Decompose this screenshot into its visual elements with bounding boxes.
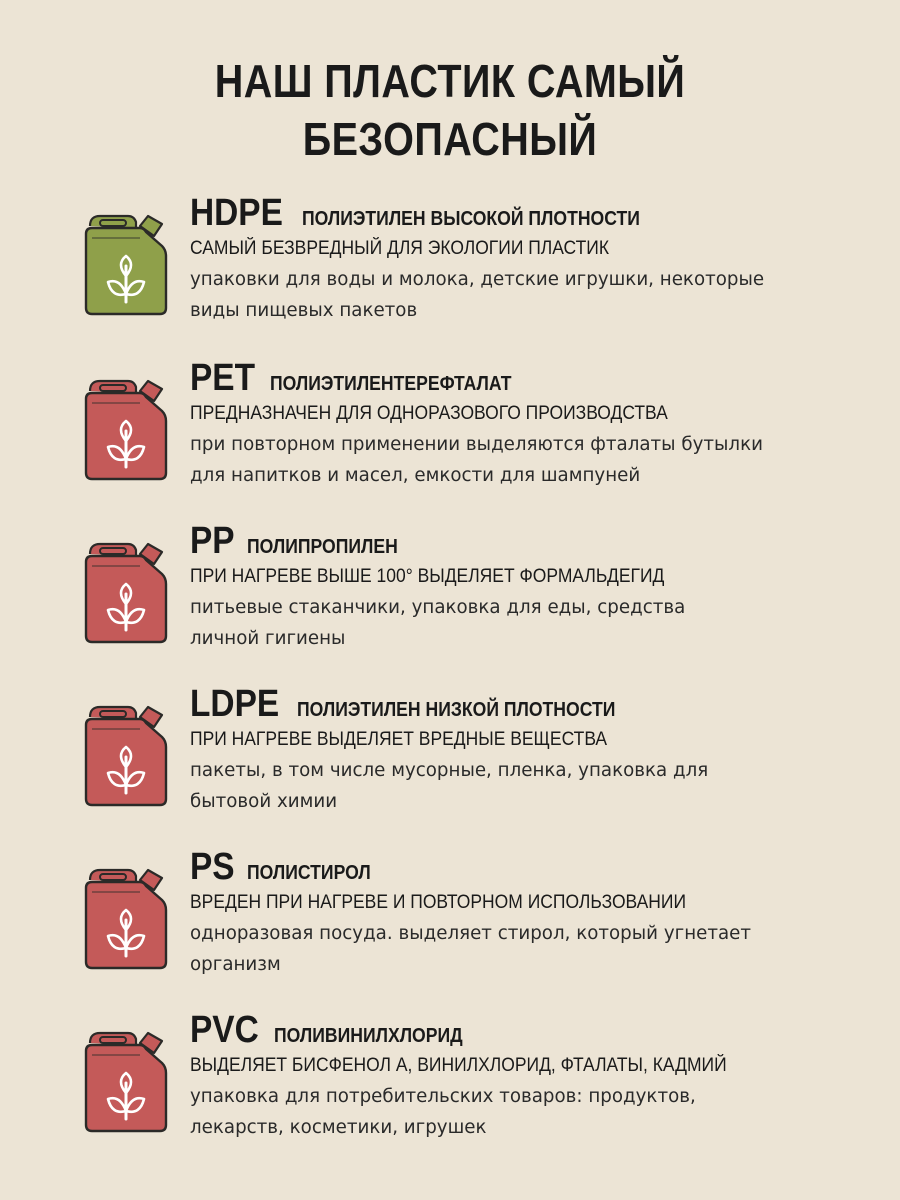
canister-leaf-icon	[82, 695, 168, 807]
plastic-name: ПОЛИЭТИЛЕН ВЫСОКОЙ ПЛОТНОСТИ	[301, 208, 640, 230]
plastic-description: одноразовая посуда. выделяет стирол, который угнетает организм	[190, 922, 751, 975]
plastic-description: упаковки для воды и молока, детские игрушки, некоторые виды пищевых пакетов	[190, 268, 765, 321]
plastic-item-ldpe	[0, 683, 900, 833]
plastic-name: ПОЛИСТИРОЛ	[246, 862, 371, 884]
plastic-name: ПОЛИЭТИЛЕН НИЗКОЙ ПЛОТНОСТИ	[297, 699, 616, 721]
plastic-name: ПОЛИВИНИЛХЛОРИД	[274, 1025, 463, 1047]
canister-leaf-icon	[82, 204, 168, 316]
plastic-code: PET	[190, 357, 256, 399]
page-title-line2: БЕЗОПАСНЫЙ	[302, 113, 598, 165]
page-title-line1: НАШ ПЛАСТИК САМЫЙ	[214, 55, 686, 107]
plastic-warning: ПРИ НАГРЕВЕ ВЫДЕЛЯЕТ ВРЕДНЫЕ ВЕЩЕСТВА	[190, 729, 608, 750]
plastic-item-hdpe	[0, 192, 900, 342]
plastic-name: ПОЛИЭТИЛЕНТЕРЕФТАЛАТ	[269, 373, 512, 395]
plastic-code: PVC	[190, 1009, 259, 1051]
plastic-item-pet	[0, 357, 900, 507]
plastic-item-pvc	[0, 1009, 900, 1159]
canister-leaf-icon	[82, 532, 168, 644]
plastic-name: ПОЛИПРОПИЛЕН	[246, 536, 398, 558]
canister-leaf-icon	[82, 858, 168, 970]
plastic-item-ps	[0, 846, 900, 996]
plastic-warning: ПРИ НАГРЕВЕ ВЫШЕ 100° ВЫДЕЛЯЕТ ФОРМАЛЬДЕГИД	[190, 566, 665, 587]
plastic-description: пакеты, в том числе мусорные, пленка, упаковка для бытовой химии	[190, 759, 709, 812]
plastic-warning: САМЫЙ БЕЗВРЕДНЫЙ ДЛЯ ЭКОЛОГИИ ПЛАСТИК	[190, 238, 610, 259]
plastic-description: упаковка для потребительских товаров: продуктов, лекарств, косметики, игрушек	[190, 1085, 696, 1138]
plastic-code: PP	[190, 520, 235, 562]
plastic-code: HDPE	[190, 192, 283, 234]
plastic-warning: ПРЕДНАЗНАЧЕН ДЛЯ ОДНОРАЗОВОГО ПРОИЗВОДСТВА	[190, 403, 668, 424]
plastic-item-pp	[0, 520, 900, 670]
plastic-warning: ВЫДЕЛЯЕТ БИСФЕНОЛ А, ВИНИЛХЛОРИД, ФТАЛАТЫ, КАДМИЙ	[190, 1055, 727, 1076]
canister-leaf-icon	[82, 1021, 168, 1133]
plastic-code: PS	[190, 846, 235, 888]
plastic-warning: ВРЕДЕН ПРИ НАГРЕВЕ И ПОВТОРНОМ ИСПОЛЬЗОВАНИИ	[190, 892, 687, 913]
canister-leaf-icon	[82, 369, 168, 481]
plastic-description: при повторном применении выделяются фталаты бутылки для напитков и масел, емкости для шампуней	[190, 433, 763, 486]
plastic-code: LDPE	[190, 683, 280, 725]
plastic-description: питьевые стаканчики, упаковка для еды, средства личной гигиены	[190, 596, 686, 649]
page-title	[63, 52, 837, 168]
